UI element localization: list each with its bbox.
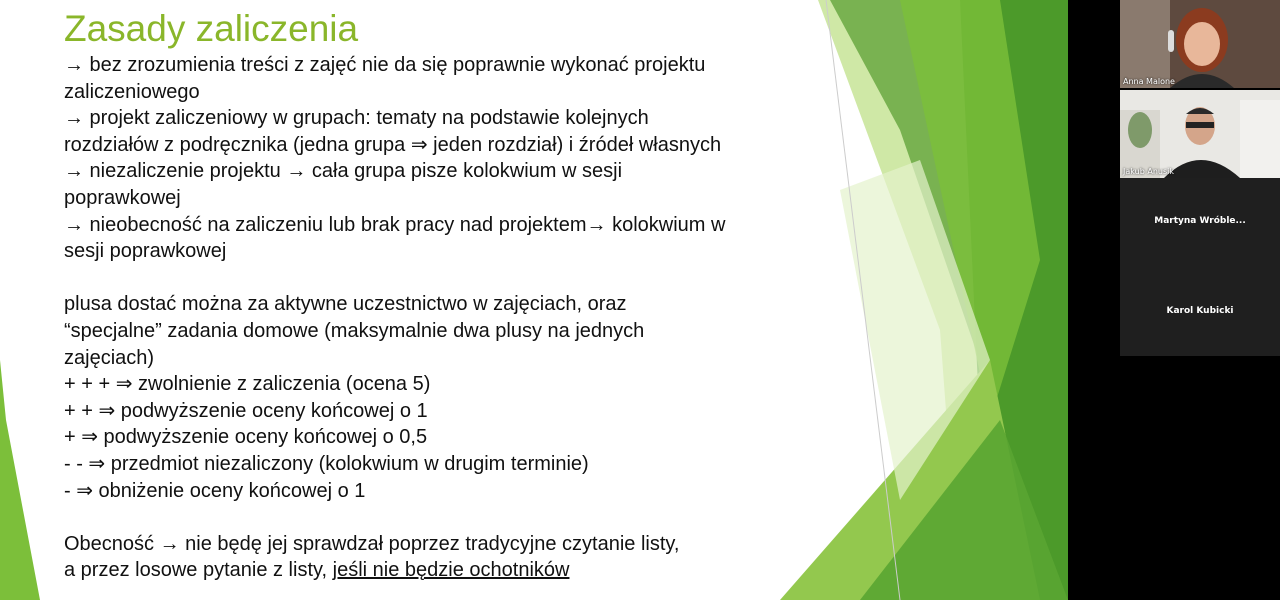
slide-line: zajęciach) [64,346,155,369]
slide-line: Obecność → nie będę jej sprawdzał poprzez tradycyjne czytanie listy, [64,532,680,555]
slide-line: → projekt zaliczeniowy w grupach: tematy na podstawie kolejnych [64,107,649,130]
slide-line: → niezaliczenie projektu → cała grupa pisze kolokwium w sesji [64,160,623,183]
slide-content [64,8,824,584]
participant-name: Anna Malone [1123,77,1175,86]
slide-line: “specjalne” zadania domowe (maksymalnie dwa plusy na jednych [64,319,645,342]
slide-text-block [64,52,824,557]
participant-tile-jakub[interactable] [1120,90,1280,178]
last-line-underlined: jeśli nie będzie ochotników [332,559,570,582]
participant-panel [1120,0,1280,356]
slide-line: zaliczeniowego [64,80,200,103]
participant-tile-group[interactable] [1120,178,1280,356]
slide-title: Zasady zaliczenia [64,8,359,49]
slide-line: - ⇒ obniżenie oceny końcowej o 1 [64,479,366,502]
slide-line: - - ⇒ przedmiot niezaliczony (kolokwium w drugim terminie) [64,452,589,475]
slide-line: + + + ⇒ zwolnienie z zaliczenia (ocena 5) [64,373,431,396]
last-line-prefix: a przez losowe pytanie z listy, [64,559,333,582]
participant-name-martyna: Martyna Wróble... [1154,216,1246,226]
participant-tile-anna[interactable] [1120,0,1280,88]
slide-line: + + ⇒ podwyższenie oceny końcowej o 1 [64,399,428,422]
participant-name-karol: Karol Kubicki [1166,306,1234,316]
left-edge-shape [0,360,40,600]
slide-line: poprawkowej [64,186,181,209]
slide-blank-line [64,265,824,292]
slide-line: → bez zrozumienia treści z zajęć nie da się poprawnie wykonać projektu [64,54,706,76]
video-feed-jakub [1120,90,1280,178]
video-feed-anna [1120,0,1280,88]
slide-line: + ⇒ podwyższenie oceny końcowej o 0,5 [64,426,428,449]
slide-line: sesji poprawkowej [64,240,227,263]
slide-line-last [64,557,824,584]
slide-blank-line [64,504,824,531]
slide-line: → nieobecność na zaliczeniu lub brak pracy nad projektem→ kolokwium w [64,213,726,236]
participant-name: Jakub Anusik [1123,167,1174,176]
slide-line: rozdziałów z podręcznika (jedna grupa ⇒ jeden rozdział) i źródeł własnych [64,133,722,156]
slide-line: plusa dostać można za aktywne uczestnictwo w zajęciach, oraz [64,293,627,316]
